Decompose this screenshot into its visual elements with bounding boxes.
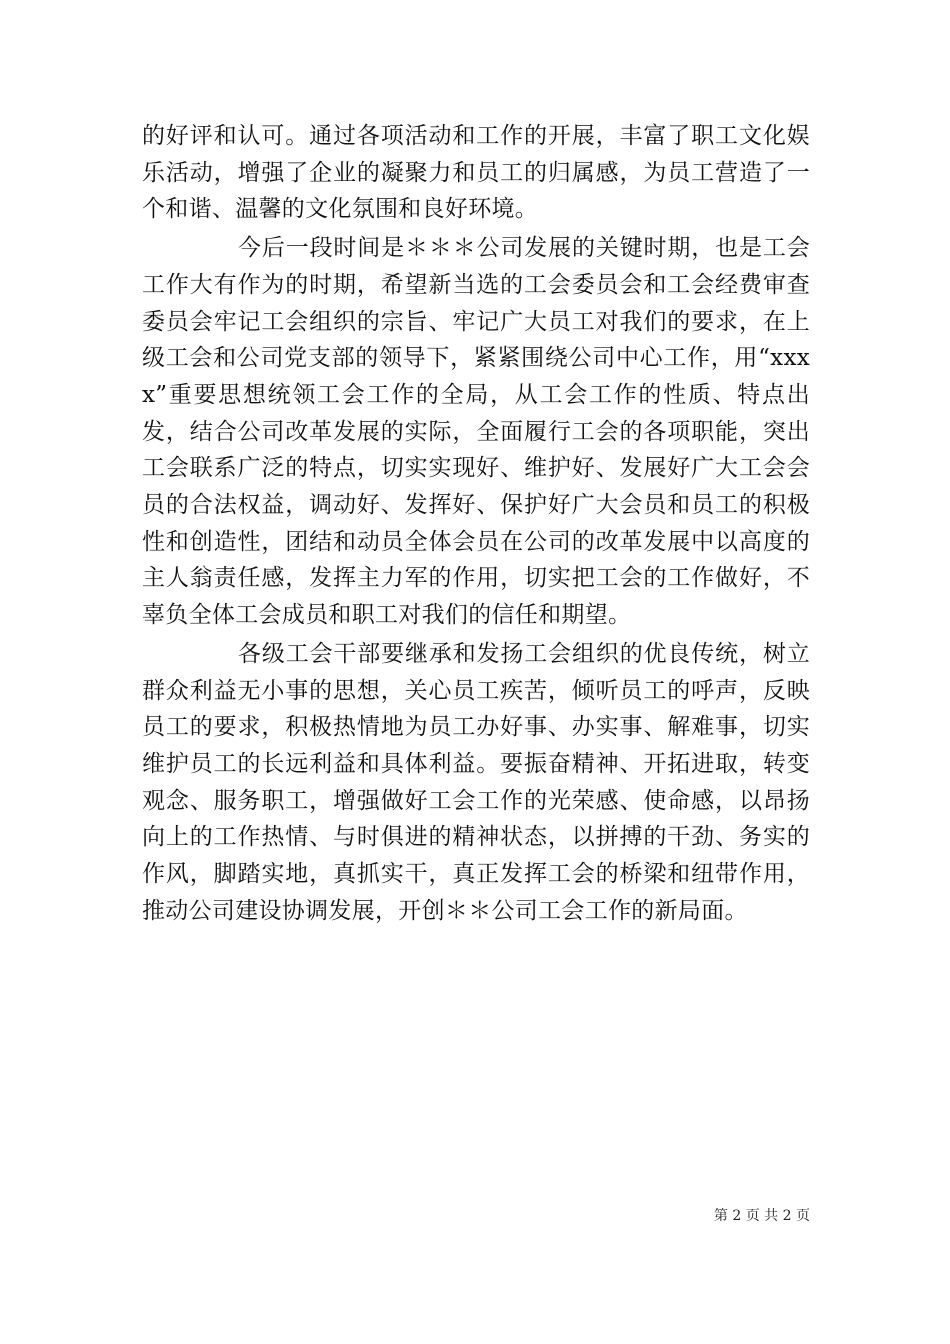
paragraph-1: 的好评和认可。通过各项活动和工作的开展，丰富了职工文化娱乐活动，增强了企业的凝聚力和员工的归属感，为员工营造了一个和谐、温馨的文化氛围和良好环境。 xyxy=(142,123,810,223)
document-body xyxy=(142,118,810,929)
paragraph-3: 各级工会干部要继承和发扬工会组织的优良传统，树立群众利益无小事的思想，关心员工疾苦，倾听员工的呼声，反映员工的要求，积极热情地为员工办好事、办实事、解难事，切实维护员工的长远利益和具体利益。要振奋精神、开拓进取，转变观念、服务职工，增强做好工会工作的光荣感、使命感，以昂扬向上的工作热情、与时俱进的精神状态，以拼搏的干劲、务实的作风，脚踏实地，真抓实干，真正发挥工会的桥梁和纽带作用，推动公司建设协调发展，开创＊＊公司工会工作的新局面。 xyxy=(142,640,810,924)
page-number-footer: 第 2 页 共 2 页 xyxy=(713,1208,810,1224)
paragraph-2: 今后一段时间是＊＊＊公司发展的关键时期，也是工会工作大有作为的时期，希望新当选的工会委员会和工会经费审查委员会牢记工会组织的宗旨、牢记广大员工对我们的要求，在上级工会和公司党支部的领导下，紧紧围绕公司中心工作，用“xxxx”重要思想统领工会工作的全局，从工会工作的性质、特点出发，结合公司改革发展的实际，全面履行工会的各项职能，突出工会联系广泛的特点，切实实现好、维护好、发展好广大工会会员的合法权益，调动好、发挥好、保护好广大会员和员工的积极性和创造性，团结和动员全体会员在公司的改革发展中以高度的主人翁责任感，发挥主力军的作用，切实把工会的工作做好，不辜负全体工会成员和职工对我们的信任和期望。 xyxy=(142,235,810,629)
